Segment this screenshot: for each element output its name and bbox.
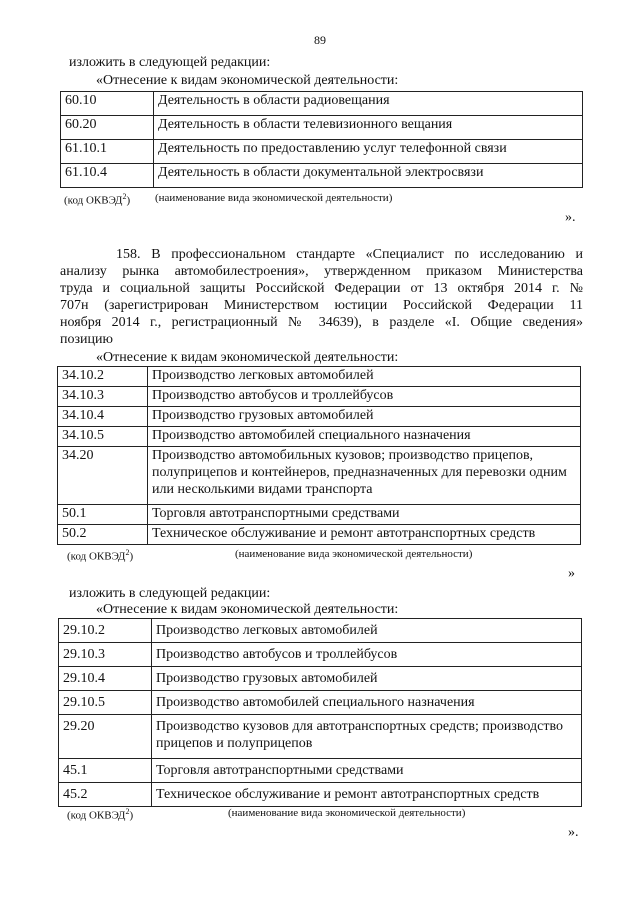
table-row xyxy=(59,667,582,691)
table-row xyxy=(58,407,581,427)
table-row xyxy=(59,619,582,643)
okved-code: 45.2 xyxy=(59,783,152,807)
okved-name: Торговля автотранспортными средствами xyxy=(148,505,581,525)
okved-name: Деятельность в области радиовещания xyxy=(154,92,583,116)
block1-intro: изложить в следующей редакции: xyxy=(69,55,271,70)
okved-name: Техническое обслуживание и ремонт автотранспортных средств xyxy=(148,525,581,545)
block1-caption-name: (наименование вида экономической деятельности) xyxy=(155,192,393,204)
okved-code: 34.10.5 xyxy=(58,427,148,447)
okved-code: 60.10 xyxy=(61,92,154,116)
okved-name: Производство автобусов и троллейбусов xyxy=(152,643,582,667)
block3-close-quote: ». xyxy=(568,825,579,840)
table-row xyxy=(59,643,582,667)
okved-code: 29.10.4 xyxy=(59,667,152,691)
okved-code: 34.10.2 xyxy=(58,367,148,387)
okved-name: Производство грузовых автомобилей xyxy=(148,407,581,427)
amendment-paragraph xyxy=(60,246,583,348)
table-row xyxy=(59,783,582,807)
table-row xyxy=(58,525,581,545)
block2-heading: «Отнесение к видам экономической деятельности: xyxy=(96,350,399,365)
caption-code-text: (код ОКВЭД xyxy=(67,550,126,563)
okved-code: 29.20 xyxy=(59,715,152,759)
block3-okved-table xyxy=(58,618,582,807)
okved-name: Производство легковых автомобилей xyxy=(152,619,582,643)
paragraph-line: 158. В профессиональном стандарте «Специалист по исследованию и xyxy=(116,247,583,262)
caption-code-end: ) xyxy=(129,550,134,563)
okved-code: 60.20 xyxy=(61,116,154,140)
block3-caption-code xyxy=(67,807,133,822)
paragraph-line: анализу рынка автомобилестроения», утвержденном приказом Министерства xyxy=(60,264,583,279)
table-row xyxy=(59,715,582,759)
okved-code: 29.10.5 xyxy=(59,691,152,715)
okved-code: 61.10.1 xyxy=(61,140,154,164)
okved-name: Производство легковых автомобилей xyxy=(148,367,581,387)
caption-code-text: (код ОКВЭД xyxy=(64,194,123,207)
okved-code: 50.1 xyxy=(58,505,148,525)
okved-name: Производство грузовых автомобилей xyxy=(152,667,582,691)
block3-heading: «Отнесение к видам экономической деятельности: xyxy=(96,602,399,617)
paragraph-line: труда и социальной защиты Российской Федерации от 13 октября 2014 г. № xyxy=(60,281,583,296)
caption-code-end: ) xyxy=(126,194,131,207)
table-row xyxy=(58,427,581,447)
okved-code: 34.20 xyxy=(58,447,148,505)
okved-name: Производство автомобильных кузовов; производство прицепов, полуприцепов и контейнеров, предназначенных для перевозки одним или несколькими видами транспорта xyxy=(148,447,581,505)
block2-close-quote: » xyxy=(568,566,575,581)
okved-name: Производство кузовов для автотранспортных средств; производство прицепов и полуприцепов xyxy=(152,715,582,759)
okved-name: Деятельность в области документальной электросвязи xyxy=(154,164,583,188)
okved-code: 29.10.3 xyxy=(59,643,152,667)
okved-code: 61.10.4 xyxy=(61,164,154,188)
paragraph-line: 707н (зарегистрирован Министерством юстиции Российской Федерации 11 xyxy=(60,298,583,313)
block3-intro: изложить в следующей редакции: xyxy=(69,586,271,601)
okved-code: 34.10.3 xyxy=(58,387,148,407)
okved-code: 29.10.2 xyxy=(59,619,152,643)
okved-code: 34.10.4 xyxy=(58,407,148,427)
okved-code: 50.2 xyxy=(58,525,148,545)
caption-code-text: (код ОКВЭД xyxy=(67,809,126,822)
okved-name: Производство автобусов и троллейбусов xyxy=(148,387,581,407)
okved-name: Торговля автотранспортными средствами xyxy=(152,759,582,783)
okved-name: Деятельность в области телевизионного вещания xyxy=(154,116,583,140)
block1-okved-table xyxy=(60,91,583,188)
table-row xyxy=(61,92,583,116)
table-row xyxy=(58,505,581,525)
caption-footnote: 2 xyxy=(125,807,130,816)
paragraph-line: ноября 2014 г., регистрационный № 34639), в разделе «I. Общие сведения» xyxy=(60,315,583,330)
okved-name: Деятельность по предоставлению услуг телефонной связи xyxy=(154,140,583,164)
table-row xyxy=(61,140,583,164)
table-row xyxy=(58,447,581,505)
page-number: 89 xyxy=(314,33,326,47)
caption-code-end: ) xyxy=(129,809,134,822)
paragraph-line: позицию xyxy=(60,332,113,347)
table-row xyxy=(58,387,581,407)
block1-heading: «Отнесение к видам экономической деятельности: xyxy=(96,73,399,88)
table-row xyxy=(59,691,582,715)
block1-close-quote: ». xyxy=(565,210,576,225)
table-row xyxy=(61,116,583,140)
okved-name: Производство автомобилей специального назначения xyxy=(152,691,582,715)
okved-name: Техническое обслуживание и ремонт автотранспортных средств xyxy=(152,783,582,807)
table-row xyxy=(61,164,583,188)
okved-code: 45.1 xyxy=(59,759,152,783)
block2-okved-table xyxy=(57,366,581,545)
caption-footnote: 2 xyxy=(122,192,127,201)
block3-caption-name: (наименование вида экономической деятельности) xyxy=(228,807,466,819)
table-row xyxy=(59,759,582,783)
block2-caption-name: (наименование вида экономической деятельности) xyxy=(235,548,473,560)
block2-caption-code xyxy=(67,548,133,563)
okved-name: Производство автомобилей специального назначения xyxy=(148,427,581,447)
block1-caption-code xyxy=(64,192,130,207)
table-row xyxy=(58,367,581,387)
caption-footnote: 2 xyxy=(125,548,130,557)
